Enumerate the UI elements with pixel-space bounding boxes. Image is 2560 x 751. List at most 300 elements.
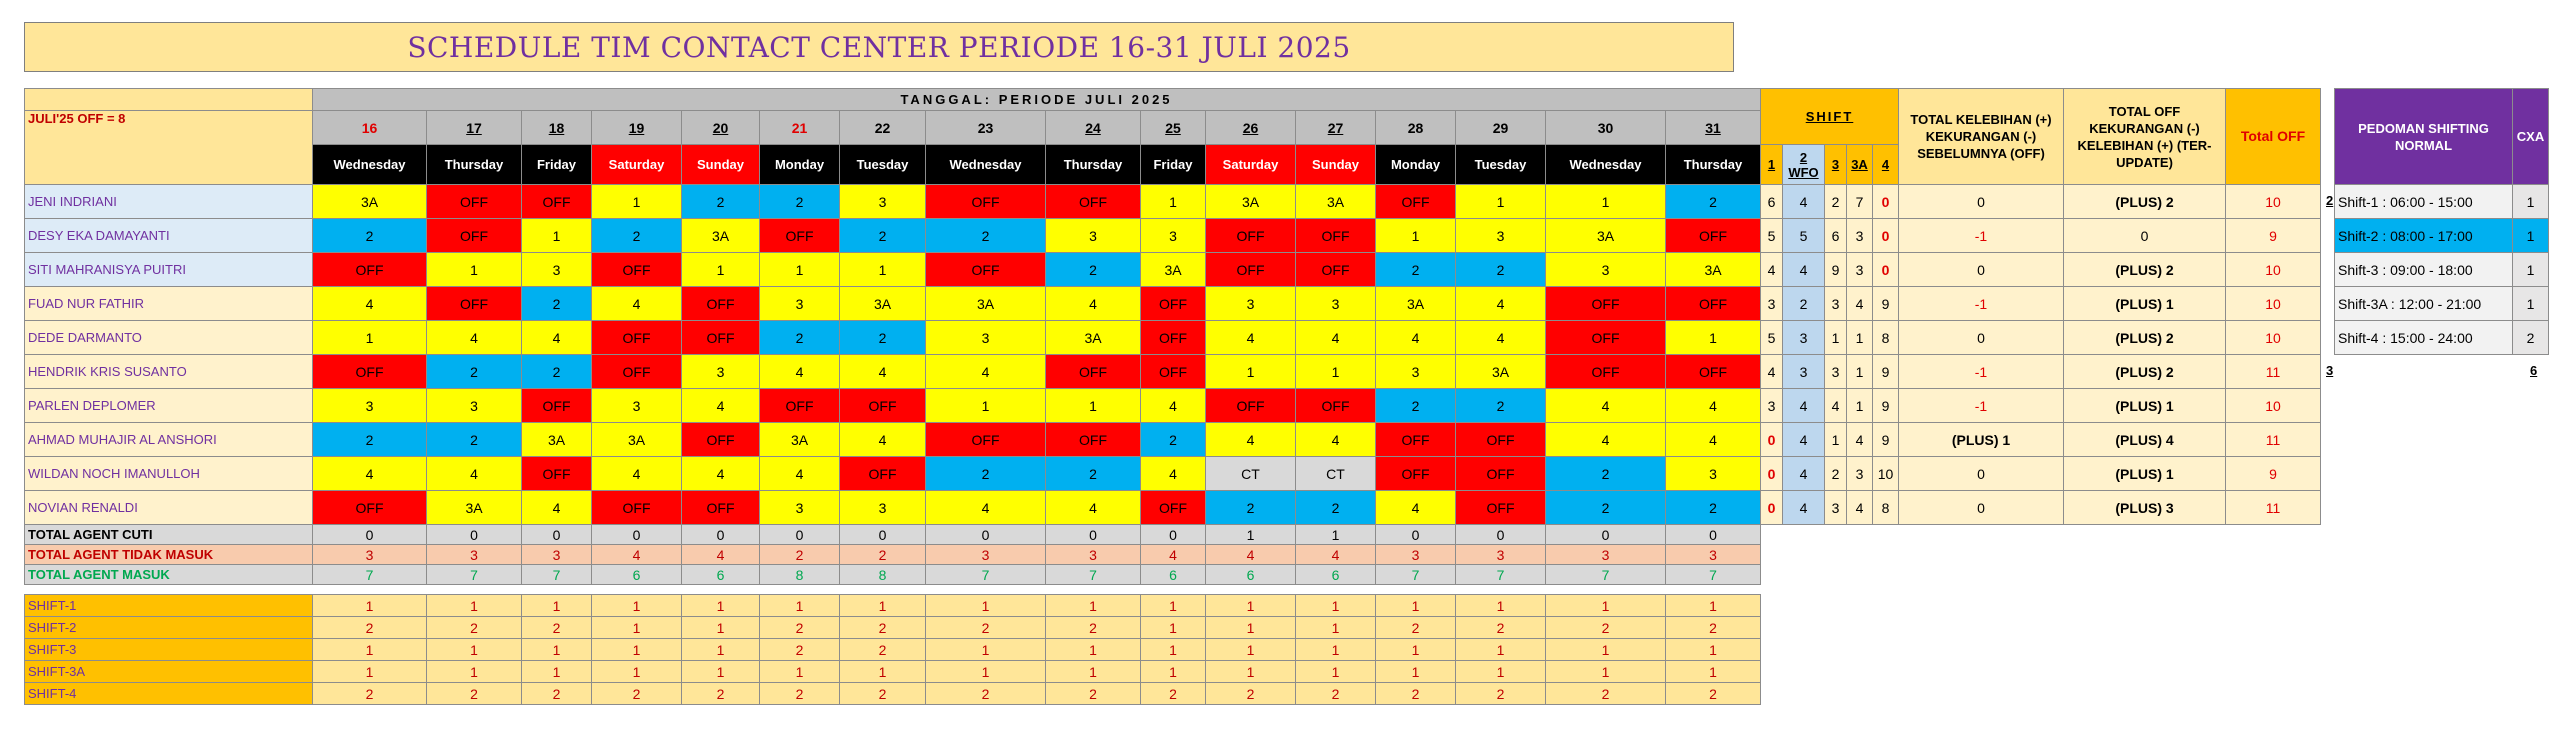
schedule-cell[interactable]: OFF bbox=[1456, 491, 1546, 525]
schedule-cell[interactable]: 4 bbox=[1141, 457, 1206, 491]
guide-shift-time: Shift-1 : 06:00 - 15:00 bbox=[2335, 185, 2513, 219]
schedule-cell[interactable]: OFF bbox=[1141, 355, 1206, 389]
total-value: 3 bbox=[1046, 545, 1141, 565]
schedule-cell[interactable]: 4 bbox=[313, 457, 427, 491]
schedule-cell[interactable]: 4 bbox=[1046, 491, 1141, 525]
schedule-cell[interactable]: 1 bbox=[522, 219, 592, 253]
schedule-cell[interactable]: 3 bbox=[1046, 219, 1141, 253]
schedule-cell[interactable]: OFF bbox=[313, 253, 427, 287]
shift-count: 8 bbox=[1873, 321, 1899, 355]
schedule-cell[interactable]: OFF bbox=[1376, 423, 1456, 457]
schedule-cell[interactable]: OFF bbox=[760, 219, 840, 253]
schedule-cell[interactable]: 3A bbox=[1456, 355, 1546, 389]
schedule-cell[interactable]: 4 bbox=[1666, 389, 1761, 423]
schedule-cell[interactable]: 1 bbox=[1206, 355, 1296, 389]
shift-summary-value: 1 bbox=[427, 639, 522, 661]
schedule-cell[interactable]: 2 bbox=[522, 287, 592, 321]
schedule-cell[interactable]: 2 bbox=[840, 321, 926, 355]
schedule-cell[interactable]: 4 bbox=[926, 491, 1046, 525]
schedule-cell[interactable]: 3A bbox=[760, 423, 840, 457]
shift-summary-value: 1 bbox=[1141, 617, 1206, 639]
schedule-cell[interactable]: 1 bbox=[1376, 219, 1456, 253]
total-off-value: 11 bbox=[2226, 355, 2321, 389]
shift-count: 1 bbox=[1825, 423, 1847, 457]
total-value: 0 bbox=[592, 525, 682, 545]
shift-summary-label: SHIFT-4 bbox=[25, 683, 313, 705]
schedule-cell[interactable]: 2 bbox=[926, 219, 1046, 253]
schedule-cell[interactable]: 3 bbox=[840, 491, 926, 525]
schedule-cell[interactable]: 2 bbox=[682, 185, 760, 219]
date-header: 19 bbox=[592, 111, 682, 145]
schedule-cell[interactable]: 3 bbox=[760, 287, 840, 321]
kelebihan-value: -1 bbox=[1899, 219, 2064, 253]
schedule-cell[interactable]: 2 bbox=[427, 355, 522, 389]
schedule-cell[interactable]: 3A bbox=[1046, 321, 1141, 355]
schedule-cell[interactable]: OFF bbox=[1141, 287, 1206, 321]
day-header: Saturday bbox=[592, 145, 682, 185]
schedule-cell[interactable]: OFF bbox=[1456, 423, 1546, 457]
schedule-cell[interactable]: OFF bbox=[1141, 491, 1206, 525]
schedule-cell[interactable]: OFF bbox=[682, 321, 760, 355]
spacer bbox=[25, 585, 1761, 595]
schedule-cell[interactable]: 4 bbox=[592, 457, 682, 491]
day-header: Wednesday bbox=[1546, 145, 1666, 185]
schedule-cell[interactable]: OFF bbox=[1376, 457, 1456, 491]
total-value: 4 bbox=[682, 545, 760, 565]
schedule-cell[interactable]: OFF bbox=[682, 287, 760, 321]
schedule-cell[interactable]: 2 bbox=[1456, 389, 1546, 423]
schedule-cell[interactable]: 2 bbox=[1666, 185, 1761, 219]
schedule-cell[interactable]: OFF bbox=[522, 185, 592, 219]
schedule-cell[interactable]: OFF bbox=[1666, 355, 1761, 389]
shift-count: 4 bbox=[1783, 491, 1825, 525]
schedule-cell[interactable]: OFF bbox=[1206, 219, 1296, 253]
shift-summary-value: 1 bbox=[1376, 661, 1456, 683]
schedule-cell[interactable]: 2 bbox=[1376, 389, 1456, 423]
schedule-cell[interactable]: 1 bbox=[926, 389, 1046, 423]
total-value: 0 bbox=[522, 525, 592, 545]
schedule-cell[interactable]: 2 bbox=[522, 355, 592, 389]
schedule-cell[interactable]: 4 bbox=[760, 355, 840, 389]
schedule-cell[interactable]: OFF bbox=[1046, 355, 1141, 389]
schedule-cell[interactable]: OFF bbox=[1046, 423, 1141, 457]
off-quota-label: JULI'25 OFF = 8 bbox=[25, 111, 313, 185]
schedule-cell[interactable]: 4 bbox=[1666, 423, 1761, 457]
total-value: 0 bbox=[926, 525, 1046, 545]
day-header: Thursday bbox=[1666, 145, 1761, 185]
schedule-cell[interactable]: 1 bbox=[313, 321, 427, 355]
schedule-cell[interactable]: 3 bbox=[1376, 355, 1456, 389]
schedule-cell[interactable]: 4 bbox=[682, 389, 760, 423]
schedule-cell[interactable]: 4 bbox=[1376, 491, 1456, 525]
schedule-cell[interactable]: OFF bbox=[1666, 219, 1761, 253]
schedule-cell[interactable]: OFF bbox=[427, 185, 522, 219]
shift-summary-value: 2 bbox=[926, 617, 1046, 639]
schedule-cell[interactable]: 3 bbox=[1456, 219, 1546, 253]
schedule-cell[interactable]: 2 bbox=[313, 219, 427, 253]
schedule-cell[interactable]: 4 bbox=[1296, 321, 1376, 355]
shift-count: 4 bbox=[1825, 389, 1847, 423]
shift-summary-value: 2 bbox=[1376, 617, 1456, 639]
shift-summary-label: SHIFT-3 bbox=[25, 639, 313, 661]
shift-summary-value: 1 bbox=[592, 661, 682, 683]
schedule-cell[interactable]: 4 bbox=[1296, 423, 1376, 457]
shift-summary-value: 1 bbox=[1206, 617, 1296, 639]
schedule-cell[interactable]: 3A bbox=[1296, 185, 1376, 219]
shift-guide-table bbox=[2334, 88, 2549, 355]
total-value: 0 bbox=[1376, 525, 1456, 545]
schedule-cell[interactable]: OFF bbox=[926, 185, 1046, 219]
total-row-label: TOTAL AGENT TIDAK MASUK bbox=[25, 545, 313, 565]
ter-update-value: (PLUS) 2 bbox=[2064, 321, 2226, 355]
schedule-cell[interactable]: 3 bbox=[682, 355, 760, 389]
schedule-cell[interactable]: 1 bbox=[1456, 185, 1546, 219]
schedule-cell[interactable]: 4 bbox=[840, 423, 926, 457]
total-value: 4 bbox=[1296, 545, 1376, 565]
shift-count: 6 bbox=[1825, 219, 1847, 253]
schedule-cell[interactable]: 2 bbox=[1376, 253, 1456, 287]
schedule-cell[interactable]: 3A bbox=[682, 219, 760, 253]
shift-summary-value: 1 bbox=[1046, 639, 1141, 661]
schedule-cell[interactable]: 2 bbox=[1046, 253, 1141, 287]
schedule-cell[interactable]: 3 bbox=[592, 389, 682, 423]
ter-update-value: (PLUS) 2 bbox=[2064, 253, 2226, 287]
day-header: Thursday bbox=[1046, 145, 1141, 185]
total-off-value: 11 bbox=[2226, 491, 2321, 525]
schedule-cell[interactable]: OFF bbox=[1206, 389, 1296, 423]
total-value: 3 bbox=[1376, 545, 1456, 565]
kelebihan-value: 0 bbox=[1899, 253, 2064, 287]
schedule-cell[interactable]: 4 bbox=[1206, 423, 1296, 457]
shift-count: 2 bbox=[1783, 287, 1825, 321]
date-header: 20 bbox=[682, 111, 760, 145]
schedule-cell[interactable]: OFF bbox=[522, 457, 592, 491]
schedule-cell[interactable]: OFF bbox=[522, 389, 592, 423]
schedule-cell[interactable]: 1 bbox=[840, 253, 926, 287]
tanggal-header: TANGGAL: PERIODE JULI 2025 bbox=[313, 89, 1761, 111]
schedule-cell[interactable]: OFF bbox=[427, 287, 522, 321]
shift-count: 4 bbox=[1783, 423, 1825, 457]
shift-count: 1 bbox=[1847, 321, 1873, 355]
schedule-cell[interactable]: 4 bbox=[1206, 321, 1296, 355]
schedule-cell[interactable]: 3A bbox=[1546, 219, 1666, 253]
day-header: Monday bbox=[760, 145, 840, 185]
shift-count: 4 bbox=[1783, 389, 1825, 423]
side-note-value: 6 bbox=[2530, 363, 2538, 378]
schedule-cell[interactable]: CT bbox=[1296, 457, 1376, 491]
day-header: Tuesday bbox=[1456, 145, 1546, 185]
total-value: 0 bbox=[760, 525, 840, 545]
guide-cxa-header: CXA bbox=[2513, 89, 2549, 185]
schedule-cell[interactable]: OFF bbox=[592, 355, 682, 389]
schedule-cell[interactable]: 2 bbox=[1456, 253, 1546, 287]
schedule-cell[interactable]: 4 bbox=[1456, 287, 1546, 321]
total-off-value: 9 bbox=[2226, 219, 2321, 253]
shift-col-header: 3 bbox=[1825, 145, 1847, 185]
schedule-cell[interactable]: OFF bbox=[1296, 253, 1376, 287]
total-value: 8 bbox=[760, 565, 840, 585]
schedule-cell[interactable]: OFF bbox=[1296, 389, 1376, 423]
total-value: 0 bbox=[1046, 525, 1141, 545]
shift-summary-value: 1 bbox=[1456, 661, 1546, 683]
shift-col-header: 3A bbox=[1847, 145, 1873, 185]
schedule-cell[interactable]: 3A bbox=[522, 423, 592, 457]
shift-count: 0 bbox=[1761, 457, 1783, 491]
schedule-cell[interactable]: 4 bbox=[682, 457, 760, 491]
schedule-cell[interactable]: 4 bbox=[522, 321, 592, 355]
guide-cxa-count: 1 bbox=[2513, 185, 2549, 219]
shift-summary-value: 2 bbox=[1546, 617, 1666, 639]
schedule-cell[interactable]: 2 bbox=[1546, 491, 1666, 525]
shift-summary-value: 1 bbox=[840, 661, 926, 683]
shift-summary-label: SHIFT-2 bbox=[25, 617, 313, 639]
schedule-cell[interactable]: 1 bbox=[1141, 185, 1206, 219]
shift-summary-label: SHIFT-3A bbox=[25, 661, 313, 683]
schedule-cell[interactable]: 4 bbox=[592, 287, 682, 321]
schedule-cell[interactable]: 4 bbox=[522, 491, 592, 525]
schedule-cell[interactable]: 3 bbox=[926, 321, 1046, 355]
total-kelebihan-header: TOTAL KELEBIHAN (+) KEKURANGAN (-) SEBELUMNYA (OFF) bbox=[1899, 89, 2064, 185]
schedule-cell[interactable]: 3 bbox=[840, 185, 926, 219]
schedule-cell[interactable]: 3A bbox=[427, 491, 522, 525]
total-off-value: 10 bbox=[2226, 321, 2321, 355]
schedule-cell[interactable]: OFF bbox=[840, 457, 926, 491]
schedule-cell[interactable]: 4 bbox=[760, 457, 840, 491]
schedule-cell[interactable]: 4 bbox=[1546, 389, 1666, 423]
shift-summary-value: 1 bbox=[1456, 639, 1546, 661]
shift-summary-value: 2 bbox=[592, 683, 682, 705]
shift-summary-value: 1 bbox=[592, 595, 682, 617]
schedule-cell[interactable]: 1 bbox=[1546, 185, 1666, 219]
shift-summary-value: 2 bbox=[427, 617, 522, 639]
total-value: 0 bbox=[427, 525, 522, 545]
schedule-cell[interactable]: OFF bbox=[313, 355, 427, 389]
schedule-cell[interactable]: 4 bbox=[427, 457, 522, 491]
schedule-cell[interactable]: OFF bbox=[313, 491, 427, 525]
schedule-cell[interactable]: OFF bbox=[1046, 185, 1141, 219]
total-off-value: 9 bbox=[2226, 457, 2321, 491]
schedule-cell[interactable]: 1 bbox=[760, 253, 840, 287]
schedule-cell[interactable]: OFF bbox=[1206, 253, 1296, 287]
schedule-cell[interactable]: OFF bbox=[1546, 321, 1666, 355]
schedule-cell[interactable]: 2 bbox=[840, 219, 926, 253]
shift-summary-value: 1 bbox=[427, 595, 522, 617]
schedule-cell[interactable]: OFF bbox=[1546, 355, 1666, 389]
shift-count: 3 bbox=[1783, 355, 1825, 389]
kelebihan-value: 0 bbox=[1899, 491, 2064, 525]
schedule-cell[interactable]: OFF bbox=[840, 389, 926, 423]
date-header: 24 bbox=[1046, 111, 1141, 145]
total-value: 7 bbox=[1546, 565, 1666, 585]
schedule-cell[interactable]: 2 bbox=[1296, 491, 1376, 525]
schedule-cell[interactable]: 4 bbox=[1376, 321, 1456, 355]
schedule-cell[interactable]: OFF bbox=[682, 491, 760, 525]
schedule-cell[interactable]: 4 bbox=[313, 287, 427, 321]
shift-count: 3 bbox=[1825, 355, 1847, 389]
schedule-cell[interactable]: 4 bbox=[926, 355, 1046, 389]
shift-count: 5 bbox=[1761, 321, 1783, 355]
schedule-cell[interactable]: CT bbox=[1206, 457, 1296, 491]
schedule-cell[interactable]: 3A bbox=[926, 287, 1046, 321]
shift-col-header: 2 WFO bbox=[1783, 145, 1825, 185]
day-header: Sunday bbox=[1296, 145, 1376, 185]
shift-summary-value: 1 bbox=[1141, 661, 1206, 683]
schedule-cell[interactable]: 2 bbox=[1206, 491, 1296, 525]
shift-count: 3 bbox=[1847, 253, 1873, 287]
schedule-cell[interactable]: 1 bbox=[1046, 389, 1141, 423]
schedule-cell[interactable]: 3 bbox=[1296, 287, 1376, 321]
schedule-cell[interactable]: 3A bbox=[1376, 287, 1456, 321]
schedule-cell[interactable]: 3 bbox=[1666, 457, 1761, 491]
shift-count: 3 bbox=[1783, 321, 1825, 355]
total-off-value: 11 bbox=[2226, 423, 2321, 457]
schedule-cell[interactable]: 1 bbox=[427, 253, 522, 287]
shift-col-header: 4 bbox=[1873, 145, 1899, 185]
shift-count: 0 bbox=[1873, 185, 1899, 219]
schedule-cell[interactable]: OFF bbox=[1376, 185, 1456, 219]
shift-summary-value: 1 bbox=[682, 595, 760, 617]
schedule-cell[interactable]: 1 bbox=[682, 253, 760, 287]
shift-summary-value: 2 bbox=[522, 617, 592, 639]
schedule-cell[interactable]: 1 bbox=[592, 185, 682, 219]
schedule-cell[interactable]: OFF bbox=[1141, 321, 1206, 355]
schedule-cell[interactable]: 2 bbox=[313, 423, 427, 457]
shift-summary-value: 1 bbox=[1296, 595, 1376, 617]
total-value: 3 bbox=[427, 545, 522, 565]
schedule-cell[interactable]: 3 bbox=[427, 389, 522, 423]
shift-summary-value: 1 bbox=[522, 639, 592, 661]
total-off-value: 10 bbox=[2226, 389, 2321, 423]
schedule-cell[interactable]: 3 bbox=[1206, 287, 1296, 321]
schedule-cell[interactable]: OFF bbox=[592, 253, 682, 287]
schedule-cell[interactable]: 3A bbox=[840, 287, 926, 321]
date-header: 29 bbox=[1456, 111, 1546, 145]
schedule-cell[interactable]: OFF bbox=[1546, 287, 1666, 321]
schedule-cell[interactable]: 4 bbox=[1456, 321, 1546, 355]
total-value: 2 bbox=[840, 545, 926, 565]
shift-count: 1 bbox=[1825, 321, 1847, 355]
shift-summary-value: 2 bbox=[522, 683, 592, 705]
schedule-cell[interactable]: 3A bbox=[1141, 253, 1206, 287]
schedule-cell[interactable]: 2 bbox=[427, 423, 522, 457]
shift-summary-value: 2 bbox=[1456, 683, 1546, 705]
schedule-cell[interactable]: OFF bbox=[592, 491, 682, 525]
schedule-cell[interactable]: 2 bbox=[1046, 457, 1141, 491]
total-value: 0 bbox=[1456, 525, 1546, 545]
schedule-cell[interactable]: 4 bbox=[427, 321, 522, 355]
schedule-cell[interactable]: 3 bbox=[1141, 219, 1206, 253]
shift-count: 3 bbox=[1761, 287, 1783, 321]
schedule-cell[interactable]: OFF bbox=[682, 423, 760, 457]
shift-summary-value: 2 bbox=[1046, 683, 1141, 705]
schedule-cell[interactable]: OFF bbox=[427, 219, 522, 253]
schedule-cell[interactable]: 1 bbox=[1666, 321, 1761, 355]
schedule-cell[interactable]: OFF bbox=[926, 253, 1046, 287]
shift-count: 2 bbox=[1825, 457, 1847, 491]
day-header: Wednesday bbox=[926, 145, 1046, 185]
shift-count: 9 bbox=[1873, 287, 1899, 321]
schedule-cell[interactable]: OFF bbox=[592, 321, 682, 355]
schedule-cell[interactable]: 2 bbox=[1666, 491, 1761, 525]
total-off-update-header: TOTAL OFF KEKURANGAN (-) KELEBIHAN (+) (TER-UPDATE) bbox=[2064, 89, 2226, 185]
schedule-cell[interactable]: OFF bbox=[1456, 457, 1546, 491]
total-value: 6 bbox=[682, 565, 760, 585]
schedule-cell[interactable]: 3A bbox=[592, 423, 682, 457]
shift-summary-value: 1 bbox=[1046, 661, 1141, 683]
date-header: 16 bbox=[313, 111, 427, 145]
ter-update-value: (PLUS) 4 bbox=[2064, 423, 2226, 457]
shift-summary-value: 1 bbox=[1666, 639, 1761, 661]
shift-summary-value: 1 bbox=[1141, 595, 1206, 617]
agent-name: PARLEN DEPLOMER bbox=[25, 389, 313, 423]
schedule-cell[interactable]: 2 bbox=[1141, 423, 1206, 457]
schedule-cell[interactable]: 2 bbox=[760, 185, 840, 219]
shift-count: 0 bbox=[1761, 423, 1783, 457]
schedule-cell[interactable]: OFF bbox=[926, 423, 1046, 457]
day-header: Sunday bbox=[682, 145, 760, 185]
schedule-cell[interactable]: OFF bbox=[1666, 287, 1761, 321]
shift-summary-value: 1 bbox=[1141, 639, 1206, 661]
schedule-cell[interactable]: 3A bbox=[313, 185, 427, 219]
shift-count: 6 bbox=[1761, 185, 1783, 219]
shift-summary-value: 2 bbox=[1141, 683, 1206, 705]
shift-count: 9 bbox=[1825, 253, 1847, 287]
shift-summary-value: 1 bbox=[840, 595, 926, 617]
shift-summary-value: 1 bbox=[1546, 661, 1666, 683]
guide-cxa-count: 2 bbox=[2513, 321, 2549, 355]
schedule-cell[interactable]: 4 bbox=[1046, 287, 1141, 321]
schedule-cell[interactable]: 1 bbox=[1296, 355, 1376, 389]
date-header: 30 bbox=[1546, 111, 1666, 145]
kelebihan-value: (PLUS) 1 bbox=[1899, 423, 2064, 457]
schedule-cell[interactable]: 4 bbox=[1546, 423, 1666, 457]
ter-update-value: (PLUS) 1 bbox=[2064, 389, 2226, 423]
agent-name: DEDE DARMANTO bbox=[25, 321, 313, 355]
shift-count: 2 bbox=[1825, 185, 1847, 219]
schedule-cell[interactable]: OFF bbox=[1296, 219, 1376, 253]
schedule-cell[interactable]: 3 bbox=[760, 491, 840, 525]
shift-count: 4 bbox=[1783, 457, 1825, 491]
schedule-cell[interactable]: 3 bbox=[522, 253, 592, 287]
schedule-cell[interactable]: 2 bbox=[926, 457, 1046, 491]
shift-count: 3 bbox=[1847, 457, 1873, 491]
total-value: 1 bbox=[1206, 525, 1296, 545]
kelebihan-value: 0 bbox=[1899, 185, 2064, 219]
schedule-cell[interactable]: 3A bbox=[1206, 185, 1296, 219]
schedule-cell[interactable]: 4 bbox=[1141, 389, 1206, 423]
shift-summary-value: 1 bbox=[1546, 639, 1666, 661]
shift-count: 4 bbox=[1847, 423, 1873, 457]
shift-summary-value: 1 bbox=[682, 661, 760, 683]
guide-cxa-count: 1 bbox=[2513, 253, 2549, 287]
total-value: 7 bbox=[522, 565, 592, 585]
schedule-cell[interactable]: 3 bbox=[1546, 253, 1666, 287]
shift-summary-value: 1 bbox=[1296, 617, 1376, 639]
shift-count: 3 bbox=[1825, 491, 1847, 525]
total-off-value: 10 bbox=[2226, 287, 2321, 321]
schedule-cell[interactable]: 3 bbox=[313, 389, 427, 423]
total-value: 7 bbox=[1046, 565, 1141, 585]
total-value: 3 bbox=[926, 545, 1046, 565]
shift-summary-value: 2 bbox=[313, 683, 427, 705]
ter-update-value: (PLUS) 1 bbox=[2064, 287, 2226, 321]
schedule-cell[interactable]: OFF bbox=[760, 389, 840, 423]
schedule-cell[interactable]: 3A bbox=[1666, 253, 1761, 287]
schedule-cell[interactable]: 4 bbox=[840, 355, 926, 389]
schedule-cell[interactable]: 2 bbox=[592, 219, 682, 253]
schedule-cell[interactable]: 2 bbox=[760, 321, 840, 355]
schedule-cell[interactable]: 2 bbox=[1546, 457, 1666, 491]
